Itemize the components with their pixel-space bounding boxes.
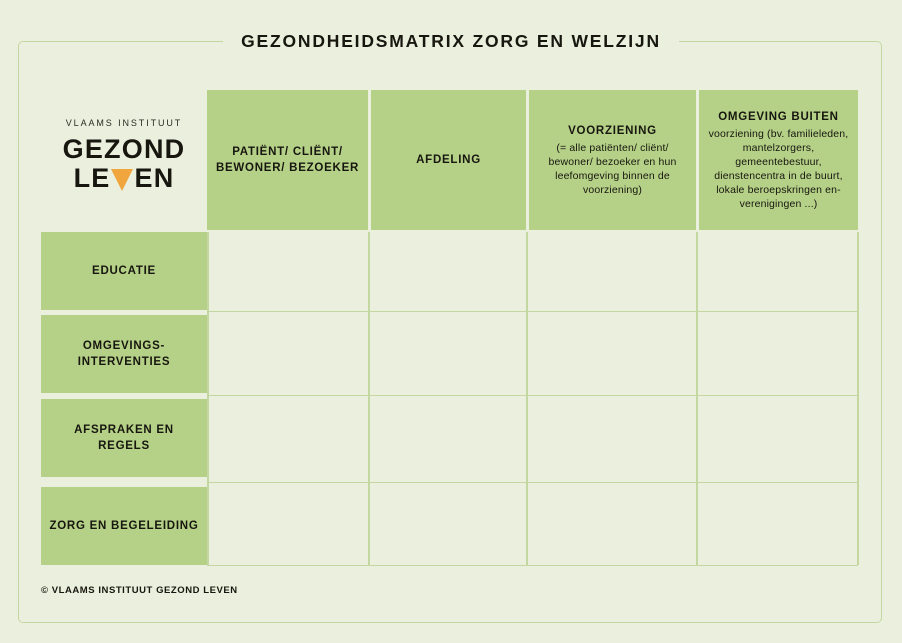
orange-triangle-icon [111, 169, 133, 191]
table-cell[interactable] [528, 397, 695, 480]
column-header-voorziening-title: VOORZIENING [568, 124, 657, 137]
row-header-afspraken-en-regels: AFSPRAKEN EN REGELS [41, 399, 207, 477]
table-cell[interactable] [528, 313, 695, 393]
table-cell[interactable] [698, 233, 856, 309]
grid-row-divider-2 [207, 395, 858, 397]
logo-word-leven [41, 163, 207, 193]
grid-col-edge-right [857, 232, 859, 565]
table-cell[interactable] [370, 484, 525, 563]
column-header-patient-title: PATIËNT/ CLIËNT/ BEWONER/ BEZOEKER [215, 145, 360, 174]
column-header-omgeving-buiten-subtitle: voorziening (bv. familieleden, mantelzorgers, gemeentebestuur, dienstencentra in de buurt, lokale beroepskringen en-verenigingen ...) [708, 128, 849, 211]
logo-leven-part1: LE [73, 163, 111, 193]
grid-bottom-edge [207, 565, 858, 567]
column-header-voorziening-subtitle: (= alle patiënten/ cliënt/ bewoner/ bezoeker en hun leefomgeving binnen de voorziening) [548, 142, 677, 197]
table-cell[interactable] [698, 313, 856, 393]
table-cell[interactable] [209, 233, 367, 309]
column-header-voorziening [529, 90, 696, 230]
page-title-container [0, 28, 902, 54]
table-cell[interactable] [698, 484, 856, 563]
column-header-omgeving-buiten-title: OMGEVING BUITEN [718, 110, 839, 123]
grid-row-divider-3 [207, 482, 858, 484]
page-title: GEZONDHEIDSMATRIX ZORG EN WELZIJN [223, 28, 679, 54]
logo-word-gezond: GEZOND [62, 134, 186, 164]
column-header-omgeving-buiten [699, 90, 858, 230]
table-cell[interactable] [370, 233, 525, 309]
column-header-patient [207, 90, 368, 230]
row-header-zorg-en-begeleiding: ZORG EN BEGELEIDING [41, 487, 207, 565]
grid-row-divider-1 [207, 311, 858, 313]
logo [41, 118, 207, 193]
table-cell[interactable] [528, 484, 695, 563]
column-header-afdeling [371, 90, 526, 230]
table-cell[interactable] [370, 313, 525, 393]
row-header-omgevingsinterventies: OMGEVINGS-INTERVENTIES [41, 315, 207, 393]
table-cell[interactable] [209, 313, 367, 393]
table-cell[interactable] [370, 397, 525, 480]
logo-leven-part2: EN [134, 163, 175, 193]
logo-institute-line: VLAAMS INSTITUUT [65, 118, 183, 128]
table-cell[interactable] [698, 397, 856, 480]
table-cell[interactable] [528, 233, 695, 309]
row-header-educatie: EDUCATIE [41, 232, 207, 310]
column-header-afdeling-title: AFDELING [416, 153, 481, 166]
table-cell[interactable] [209, 397, 367, 480]
table-cell[interactable] [209, 484, 367, 563]
copyright-footer: © VLAAMS INSTITUUT GEZOND LEVEN [41, 585, 238, 596]
